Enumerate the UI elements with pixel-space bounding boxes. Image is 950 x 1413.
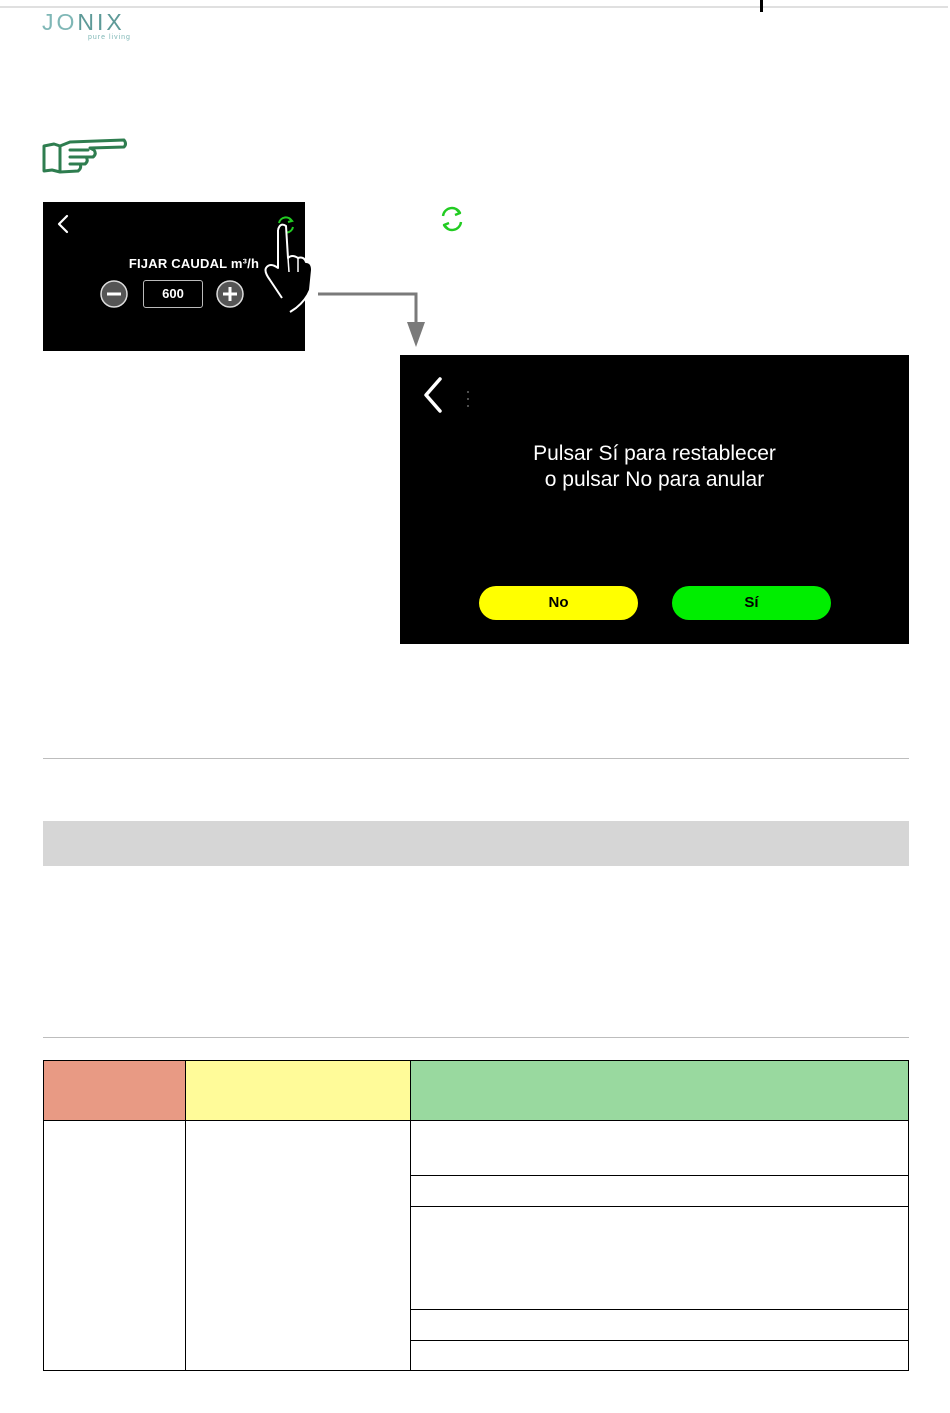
back-icon[interactable] xyxy=(420,375,446,415)
table-row xyxy=(410,1175,909,1207)
table-header-problem xyxy=(43,1060,186,1121)
top-rule-line xyxy=(0,6,948,8)
section-header-band xyxy=(43,821,909,866)
table-row xyxy=(410,1340,909,1371)
page-edge-tick xyxy=(760,0,763,12)
flow-label: FIJAR CAUDAL m³/h xyxy=(128,256,260,271)
flow-arrow xyxy=(316,290,426,352)
brand-name-part-1: JO xyxy=(42,9,78,35)
si-button[interactable]: Sí xyxy=(672,586,831,620)
confirmation-message xyxy=(400,441,909,493)
refresh-icon-reference xyxy=(438,205,466,233)
brand-name-part-2: NIX xyxy=(77,9,125,35)
table-header-cause xyxy=(185,1060,411,1121)
more-icon xyxy=(466,389,470,409)
minus-button[interactable] xyxy=(100,280,128,308)
table-cell xyxy=(43,1120,186,1371)
brand-logo xyxy=(42,10,152,44)
table-row xyxy=(410,1120,909,1176)
table-cell xyxy=(185,1120,411,1371)
section-divider xyxy=(43,758,909,759)
flow-value: 600 xyxy=(143,280,203,308)
back-icon[interactable] xyxy=(53,212,73,236)
brand-name xyxy=(42,10,152,34)
flow-setting-screen xyxy=(43,202,305,351)
confirmation-line-2: o pulsar No para anular xyxy=(544,468,765,491)
brand-tagline: pure living xyxy=(88,34,131,41)
pointing-finger-icon xyxy=(248,210,318,320)
pointing-hand-icon xyxy=(40,136,128,178)
plus-button[interactable] xyxy=(216,280,244,308)
table-row xyxy=(410,1309,909,1341)
table-header-solution xyxy=(410,1060,909,1121)
table-row xyxy=(410,1206,909,1310)
confirmation-line-1: Pulsar Sí para restablecer xyxy=(533,442,776,465)
reset-confirmation-screen xyxy=(400,355,909,644)
troubleshooting-table xyxy=(43,1060,909,1371)
section-divider xyxy=(43,1037,909,1038)
no-button[interactable]: No xyxy=(479,586,638,620)
